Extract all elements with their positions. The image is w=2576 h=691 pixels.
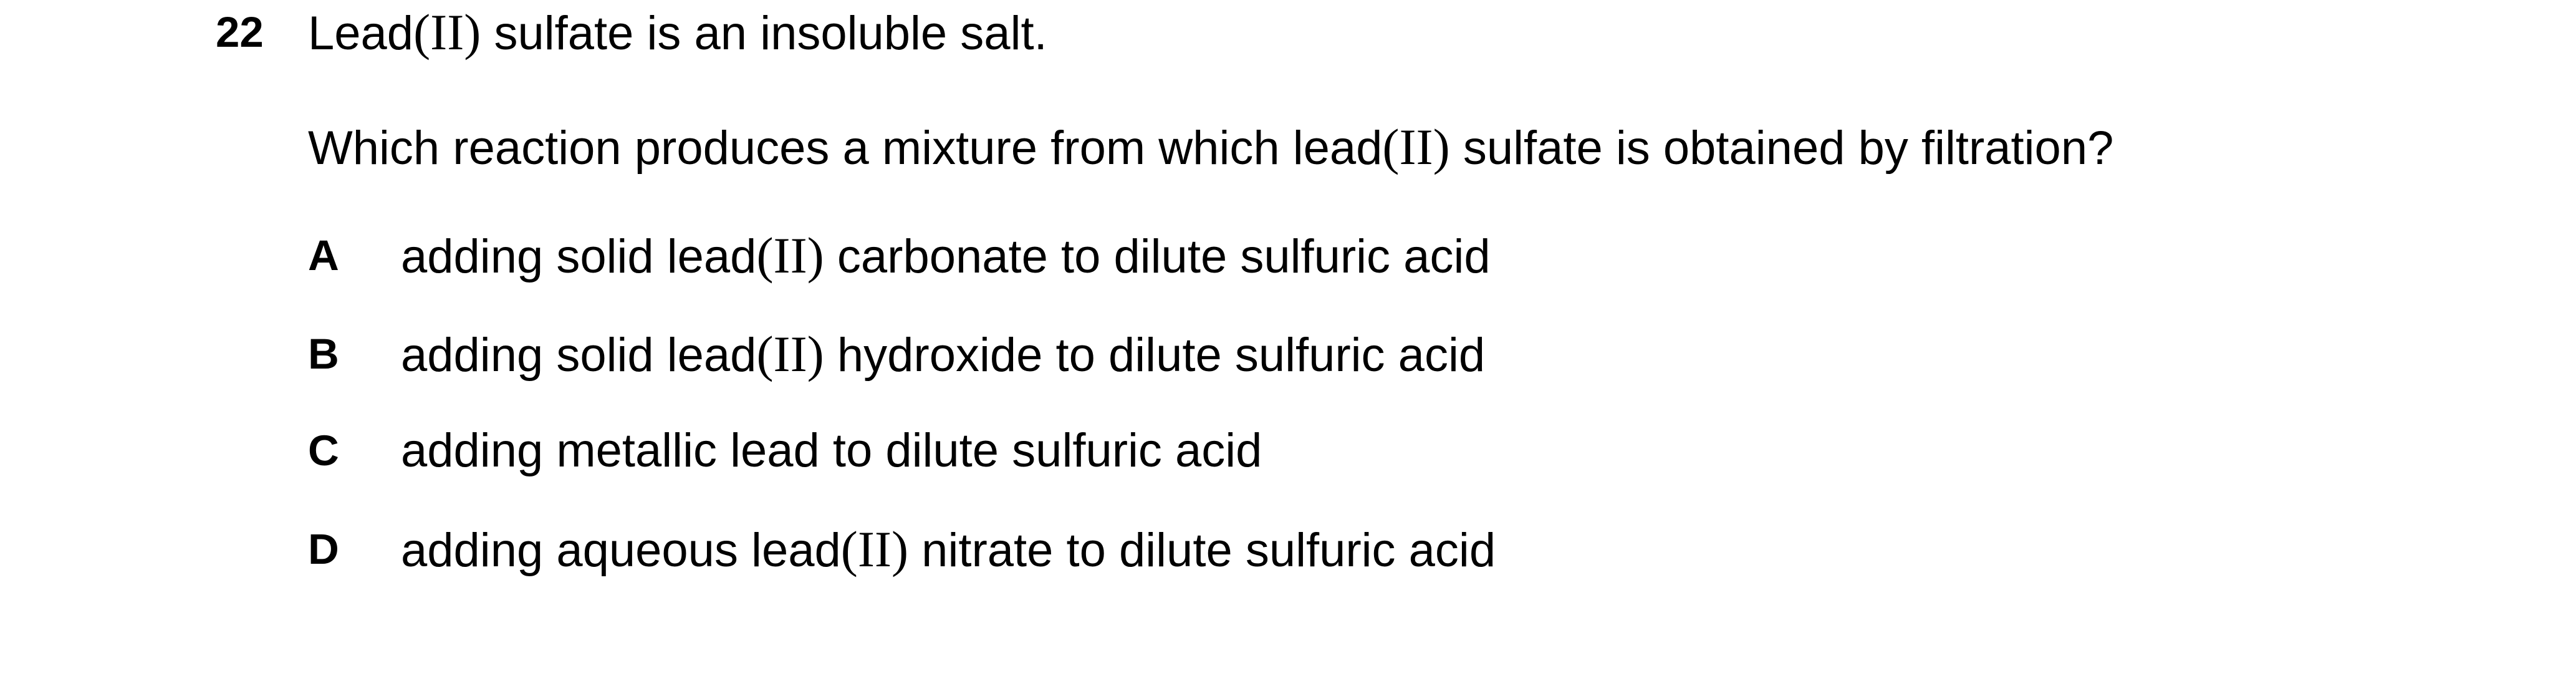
question-number: 22 bbox=[216, 8, 264, 56]
option-d-letter: D bbox=[308, 525, 339, 573]
prompt-text-end: sulfate is obtained by filtration? bbox=[1449, 122, 2114, 175]
roman-numeral-oxidation-state: (II) bbox=[756, 326, 824, 382]
option-a-text bbox=[401, 225, 1491, 288]
roman-numeral-oxidation-state: (II) bbox=[756, 228, 824, 284]
option-b-letter: B bbox=[308, 330, 339, 378]
option-d-text bbox=[401, 518, 1496, 582]
roman-numeral-oxidation-state: (II) bbox=[413, 4, 481, 60]
option-b-text bbox=[401, 323, 1485, 387]
option-d-text-start: adding aqueous lead bbox=[401, 524, 841, 577]
option-c-letter: C bbox=[308, 427, 339, 475]
stem-text-end: sulfate is an insoluble salt. bbox=[481, 7, 1047, 60]
question-stem bbox=[308, 1, 1047, 65]
roman-numeral-oxidation-state: (II) bbox=[840, 521, 909, 577]
option-c-text: adding metallic lead to dilute sulfuric acid bbox=[401, 424, 1262, 477]
option-a-text-start: adding solid lead bbox=[401, 230, 757, 283]
option-b-text-start: adding solid lead bbox=[401, 329, 757, 382]
option-a-text-end: carbonate to dilute sulfuric acid bbox=[824, 230, 1491, 283]
question-prompt bbox=[308, 116, 2113, 180]
stem-text-start: Lead bbox=[308, 7, 414, 60]
option-d-text-end: nitrate to dilute sulfuric acid bbox=[908, 524, 1496, 577]
option-a-letter: A bbox=[308, 231, 339, 279]
option-b-text-end: hydroxide to dilute sulfuric acid bbox=[824, 329, 1486, 382]
prompt-text-start: Which reaction produces a mixture from which lead bbox=[308, 122, 1383, 175]
roman-numeral-oxidation-state: (II) bbox=[1382, 119, 1450, 175]
